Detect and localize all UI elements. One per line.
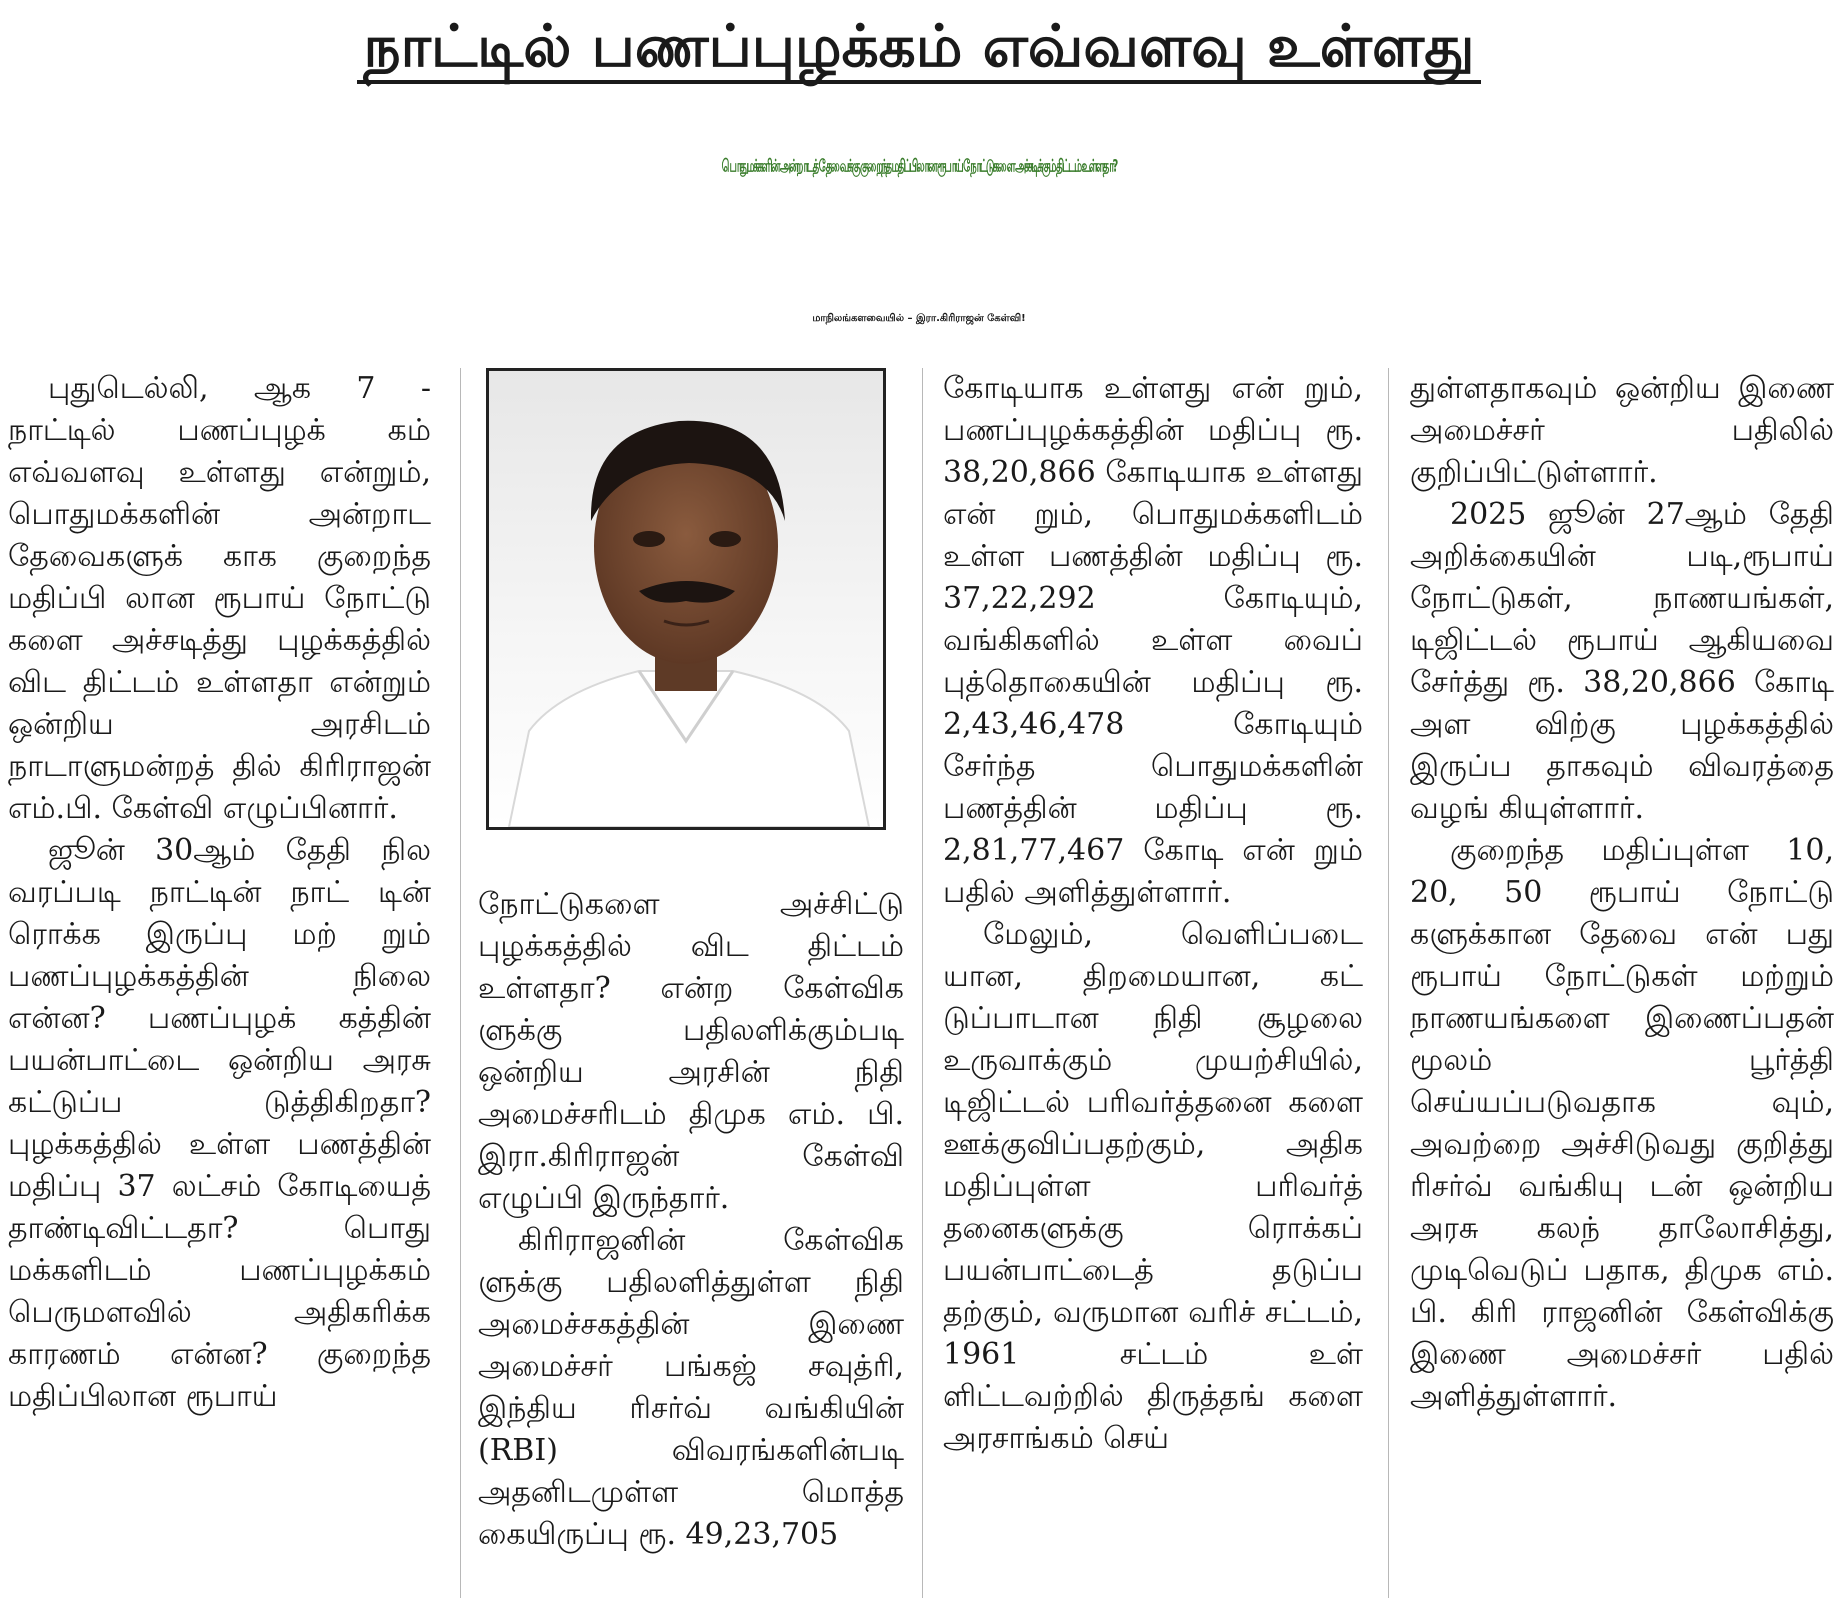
portrait-photo — [486, 368, 886, 830]
paragraph: ஜூன் 30ஆம் தேதி நில வரப்படி நாட்டின் நாட் டின் ரொக்க இருப்பு மற் றும் பணப்புழக்கத்தின் நிலை என்ன? பணப்புழக் கத்தின் பயன்பாட்டை ஒன்றிய அரசு கட்டுப்ப டுத்திகிறதா? புழக்கத்தில் உள்ள பணத்தின் மதிப்பு 37 லட்சம் கோடியைத் தாண்டிவிட்டதா? பொது மக்களிடம் பணப்புழக்கம் பெருமளவில் அதிகரிக்க காரணம் என்ன? குறைந்த மதிப்பிலான ரூபாய் — [8, 833, 431, 1414]
paragraph: புதுடெல்லி, ஆக 7 - நாட்டில் பணப்புழக் கம் எவ்வளவு உள்ளது என்றும், பொதுமக்களின் அன்றாட தேவைகளுக் காக குறைந்த மதிப்பி லான ரூபாய் நோட்டு களை அச்சடித்து புழக்கத்தில் விட திட்டம் உள்ளதா என்றும் ஒன்றிய அரசிடம் நாடாளுமன்றத் தில் கிரிராஜன் எம்.பி. கேள்வி எழுப்பினார். — [8, 371, 431, 826]
byline-headline: மாநிலங்களவையில் – இரா.கிரிராஜன் கேள்வி! — [812, 313, 1026, 324]
article-column-2 — [478, 884, 904, 1556]
main-headline — [0, 6, 1838, 86]
sub-headline: பொதுமக்களின் அன்றாடத் தேவைக்கு குறைந்த மதிப்பிலான ரூபாய் நோட்டுகளை அச்சடிக்கும் திட்டம் உள்ளதா? — [721, 157, 1117, 177]
paragraph: 2025 ஜூன் 27ஆம் தேதி அறிக்கையின் படி,ரூபாய் நோட்டுகள், நாணயங்கள், டிஜிட்டல் ரூபாய் ஆகியவை சேர்த்து ரூ. 38,20,866 கோடி அள விற்கு புழக்கத்தில் இருப்ப தாகவும் விவரத்தை வழங் கியுள்ளார். — [1410, 497, 1834, 826]
column-divider — [1388, 368, 1389, 1598]
paragraph: கிரிராஜனின் கேள்விக ளுக்கு பதிலளித்துள்ள நிதி அமைச்சகத்தின் இணை அமைச்சர் பங்கஜ் சவுத்ரி, இந்திய ரிசர்வ் வங்கியின் (RBI) விவரங்களின்படி அதனிடமுள்ள மொத்த கையிருப்பு ரூ. 49,23,705 — [478, 1223, 904, 1552]
column-divider — [922, 368, 923, 1598]
paragraph: துள்ளதாகவும் ஒன்றிய இணை அமைச்சர் பதிலில் குறிப்பிட்டுள்ளார். — [1410, 371, 1834, 490]
column-divider — [460, 368, 461, 1598]
paragraph: நோட்டுகளை அச்சிட்டு புழக்கத்தில் விட திட்டம் உள்ளதா? என்ற கேள்விக ளுக்கு பதிலளிக்கும்படி ஒன்றிய அரசின் நிதி அமைச்சரிடம் திமுக எம். பி. இரா.கிரிராஜன் கேள்வி எழுப்பி இருந்தார். — [478, 887, 904, 1216]
portrait-icon — [489, 371, 883, 827]
main-headline-text: நாட்டில் பணப்புழக்கம் எவ்வளவு உள்ளது — [357, 12, 1480, 84]
article-column-1 — [8, 368, 431, 1418]
paragraph: குறைந்த மதிப்புள்ள 10, 20, 50 ரூபாய் நோட்டு களுக்கான தேவை என் பது ரூபாய் நோட்டுகள் மற்றும் நாணயங்களை இணைப்பதன் மூலம் பூர்த்தி செய்யப்படுவதாக வும், அவற்றை அச்சிடுவது குறித்து ரிசர்வ் வங்கியு டன் ஒன்றிய அரசு கலந் தாலோசித்து, முடிவெடுப் பதாக, திமுக எம். பி. கிரி ராஜனின் கேள்விக்கு இணை அமைச்சர் பதில் அளித்துள்ளார். — [1410, 833, 1834, 1414]
article-column-3 — [943, 368, 1363, 1460]
paragraph: மேலும், வெளிப்படை யான, திறமையான, கட் டுப்பாடான நிதி சூழலை உருவாக்கும் முயற்சியில், டிஜிட்டல் பரிவர்த்தனை களை ஊக்குவிப்பதற்கும், அதிக மதிப்புள்ள பரிவர்த் தனைகளுக்கு ரொக்கப் பயன்பாட்டைத் தடுப்ப தற்கும், வருமான வரிச் சட்டம், 1961 சட்டம் உள் ளிட்டவற்றில் திருத்தங் களை அரசாங்கம் செய் — [943, 917, 1363, 1456]
article-column-4 — [1410, 368, 1834, 1418]
paragraph: கோடியாக உள்ளது என் றும், பணப்புழக்கத்தின் மதிப்பு ரூ. 38,20,866 கோடியாக உள்ளது என் றும், பொதுமக்களிடம் உள்ள பணத்தின் மதிப்பு ரூ. 37,22,292 கோடியும், வங்கிகளில் உள்ள வைப் புத்தொகையின் மதிப்பு ரூ. 2,43,46,478 கோடியும் சேர்ந்த பொதுமக்களின் பணத்தின் மதிப்பு ரூ. 2,81,77,467 கோடி என் றும் பதில் அளித்துள்ளார். — [943, 371, 1363, 910]
